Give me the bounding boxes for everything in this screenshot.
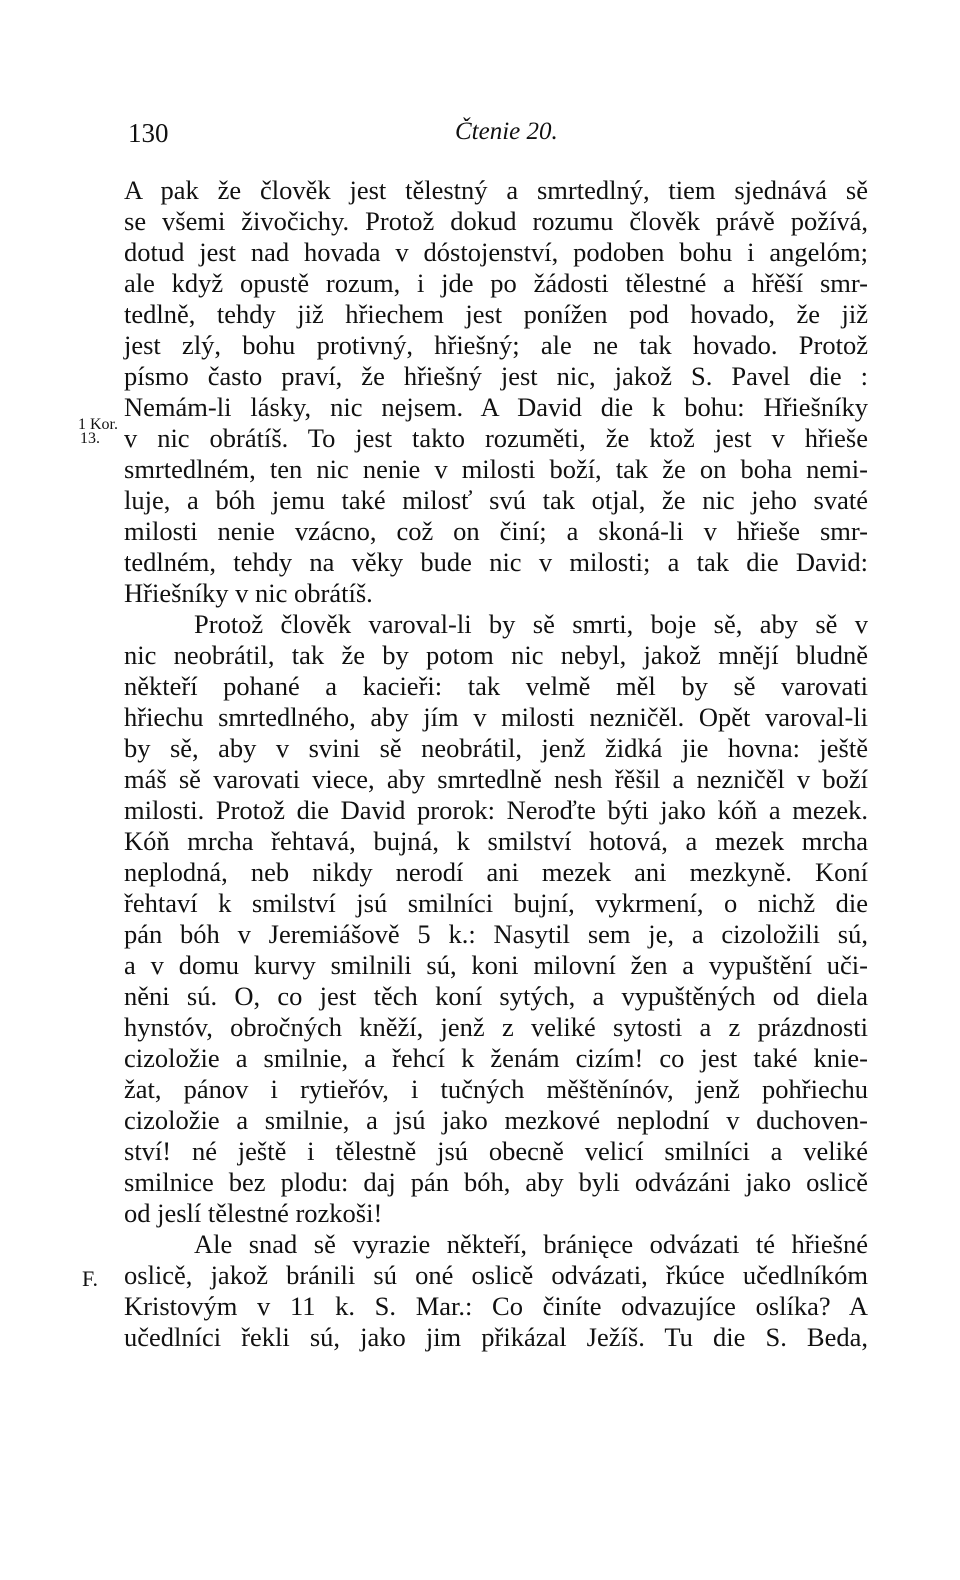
- text-line: od jeslí tělestné rozkoši!: [124, 1198, 383, 1228]
- text-line: dotud jest nad hovada v dóstojenství, podoben bohu i angelóm;: [124, 237, 868, 267]
- page-number: 130: [128, 118, 169, 148]
- text-line: písmo často praví, že hřiešný jest nic, jakož S. Pavel die :: [124, 361, 868, 391]
- text-line: by sě, aby v svini sě neobrátil, jenž židká jie hovna: ještě: [124, 733, 868, 763]
- text-line: v nic obrátíš. To jest takto rozuměti, že ktož jest v hřieše: [124, 423, 868, 453]
- text-line: luje, a bóh jemu také milosť svú tak otjal, že nic jeho svaté: [124, 485, 868, 515]
- text-line: hřiechu smrtedlného, aby jím v milosti nezničěl. Opět varoval-li: [124, 702, 868, 732]
- margin-reference-chapter: 13.: [80, 430, 100, 447]
- text-line: Protož člověk varoval-li by sě smrti, boje sě, aby sě v: [194, 609, 868, 639]
- text-line: Kóň mrcha řehtavá, bujná, k smilství hotová, a mezek mrcha: [124, 826, 868, 856]
- text-line: máš sě varovati viece, aby smrtedlně nesh řěšil a nezničěl v boží: [124, 764, 868, 794]
- text-line: ale když opustě rozum, i jde po žádosti tělestné a hřěší smr-: [124, 268, 868, 298]
- text-line: tedlně, tehdy již hřiechem jest ponížen pod hovado, že již: [124, 299, 868, 329]
- margin-reference: 1 Kor.: [78, 416, 118, 433]
- text-line: řehtaví k smilství jsú smilníci bujní, vykrmení, o nichž die: [124, 888, 868, 918]
- text-line: neplodná, neb nikdy nerodí ani mezek ani mezkyně. Koní: [124, 857, 868, 887]
- running-head: Čtenie 20.: [455, 118, 558, 145]
- text-line: někteří pohané a kacieři: tak velmě měl by sě varovati: [124, 671, 868, 701]
- text-line: žat, pánov i rytieřóv, i tučných měštěnínóv, jenž pohřiechu: [124, 1074, 868, 1104]
- text-line: Hřiešníky v nic obrátíš.: [124, 578, 373, 608]
- text-line: ství! né ještě i tělestně jsú obecně velicí smilníci a veliké: [124, 1136, 868, 1166]
- margin-section-letter: F.: [82, 1266, 98, 1291]
- text-line: a v domu kurvy smilnili sú, koni milovní žen a vypuštění uči-: [124, 950, 868, 980]
- text-line: smilnice bez plodu: daj pán bóh, aby byli odvázáni jako oslicě: [124, 1167, 868, 1197]
- text-line: pán bóh v Jeremiášově 5 k.: Nasytil sem je, a cizoložili sú,: [124, 919, 868, 949]
- text-line: tedlném, tehdy na věky bude nic v milosti; a tak die David:: [124, 547, 868, 577]
- body-text: [124, 175, 868, 1353]
- text-line: milosti nenie vzácno, což on činí; a skoná-li v hřieše smr-: [124, 516, 868, 546]
- text-line: jest zlý, bohu protivný, hřiešný; ale ne tak hovado. Protož: [124, 330, 868, 360]
- text-line: Nemám-li lásky, nic nejsem. A David die k bohu: Hřiešníky: [124, 392, 868, 422]
- text-line: se všemi živočichy. Protož dokud rozumu člověk právě požívá,: [124, 206, 868, 236]
- text-line: Kristovým v 11 k. S. Mar.: Co činíte odvazujíce oslíka? A: [124, 1291, 868, 1321]
- text-line: hynstóv, obročných kněží, jenž z veliké sytosti a z prázdnosti: [124, 1012, 868, 1042]
- text-line: oslicě, jakož bránili sú oné oslicě odvázati, řkúce učedlníkóm: [124, 1260, 868, 1290]
- text-line: nic neobrátil, tak že by potom nic nebyl, jakož mnějí bludně: [124, 640, 868, 670]
- text-line: milosti. Protož die David prorok: Neroďte býti jako kóň a mezek.: [124, 795, 868, 825]
- text-line: Ale snad sě vyrazie někteří, bránięce odvázati té hřiešné: [194, 1229, 868, 1259]
- text-line: cizoložie a smilnie, a řehcí k ženám cizím! co jest také knie-: [124, 1043, 868, 1073]
- text-line: učedlníci řekli sú, jako jim přikázal Ježíš. Tu die S. Beda,: [124, 1322, 868, 1352]
- text-line: něni sú. O, co jest těch koní sytých, a vypuštěných od diela: [124, 981, 868, 1011]
- text-line: smrtedlném, ten nic nenie v milosti boží, tak že on boha nemi-: [124, 454, 868, 484]
- text-line: cizoložie a smilnie, a jsú jako mezkové neplodní v duchoven-: [124, 1105, 868, 1135]
- text-line: A pak že člověk jest tělestný a smrtedlný, tiem sjednává sě: [124, 175, 868, 205]
